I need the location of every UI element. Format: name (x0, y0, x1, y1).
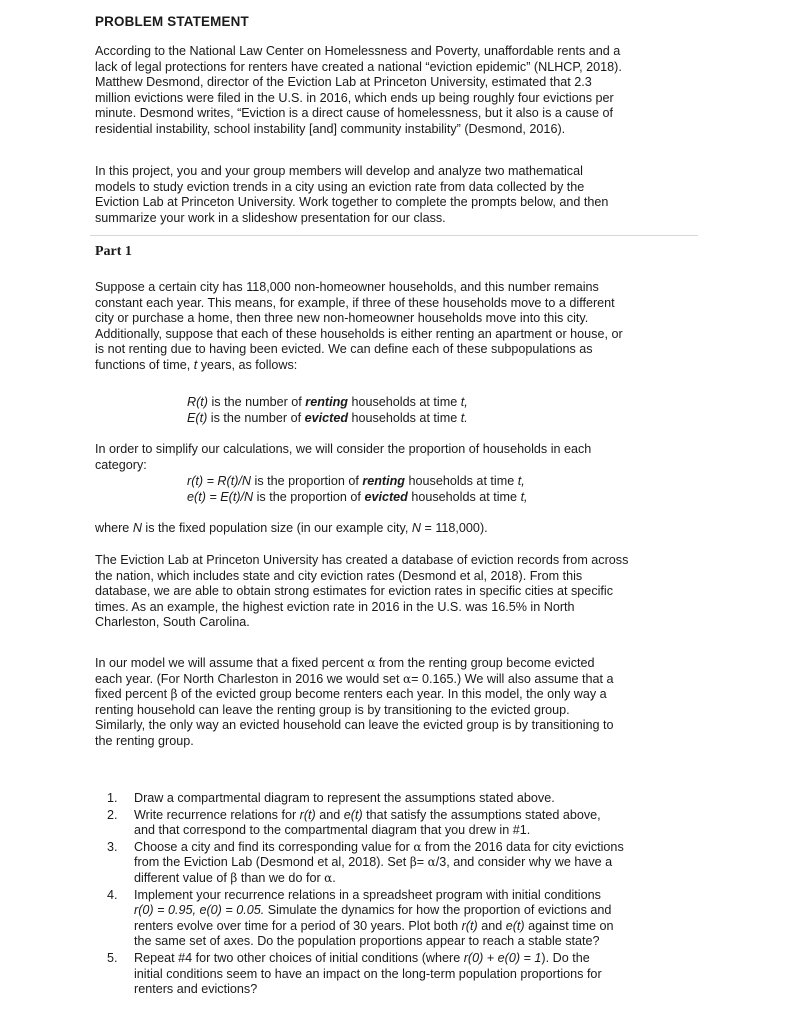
prompt-text: renters evolve over time for a period of 30 years. Plot both (134, 918, 462, 933)
prompt-number: 4. (107, 887, 118, 902)
prompt-line (134, 919, 707, 935)
intro-p2-line: Eviction Lab at Princeton University. Work together to complete the prompts below, and then (95, 195, 609, 210)
time-variable: t. (460, 410, 468, 425)
prompt-line: Implement your recurrence relations in a spreadsheet program with initial conditions (134, 887, 601, 902)
prompt-text: and (315, 807, 344, 822)
initial-conditions: r(0) + e(0) = 1 (463, 950, 542, 965)
part1-p3-line: times. As an example, the highest eviction rate in 2016 in the U.S. was 16.5% in North (95, 599, 575, 614)
prompt-number: 2. (107, 807, 118, 822)
alpha-symbol: α (413, 839, 422, 854)
intro-p1-line: million evictions were filed in the U.S. in 2016, which ends up being roughly four evictions per (95, 90, 614, 105)
part1-p4-line: the renting group. (95, 733, 194, 748)
time-variable: t (193, 357, 198, 372)
e-function: e(t) = E(t)/N (187, 489, 254, 504)
part-1-heading: Part 1 (95, 244, 132, 259)
def-text: households at time (348, 410, 461, 425)
renting-definition (187, 395, 707, 411)
part1-p3-line: Charleston, South Carolina. (95, 615, 250, 630)
intro-p1-line: Matthew Desmond, director of the Eviction Lab at Princeton University, estimated that 2.3 (95, 75, 592, 90)
evicted-definition (187, 411, 707, 427)
intro-p1-line: residential instability, school instability [and] community instability” (Desmond, 2016). (95, 121, 566, 136)
prompt-text: than we do for (237, 870, 325, 885)
def-text: is the number of (207, 410, 305, 425)
part1-p1-text: years, as follows: (197, 357, 298, 372)
e-function: e(t) (343, 807, 363, 822)
prompt-item (107, 840, 707, 887)
prompt-line (134, 871, 707, 887)
part1-p1-line: constant each year. This means, for example, if three of these households move to a different (95, 295, 615, 310)
part1-p4-line: renting household can leave the renting group is by transitioning to the evicted group. (95, 702, 570, 717)
def-text: households at time (405, 474, 518, 488)
part1-paragraph-1 (95, 280, 695, 374)
part1-p3-line: The Eviction Lab at Princeton University has created a database of eviction records from across (95, 553, 629, 567)
p4-text: In our model we will assume that a fixed percent (95, 656, 368, 670)
prompt-text: . (332, 870, 336, 885)
alpha-symbol: α (367, 656, 376, 670)
alpha-symbol: α (427, 855, 436, 870)
page-title: PROBLEM STATEMENT (95, 14, 249, 29)
prompt-number: 1. (107, 791, 118, 805)
prompt-text: Choose a city and find its corresponding value for (134, 839, 414, 854)
p4-text: each year. (For North Charleston in 2016 we would set (95, 671, 404, 686)
prompt-text: different value of (134, 870, 231, 885)
prompt-text: that satisfy the assumptions stated above, (362, 807, 601, 822)
def-text: households at time (407, 489, 521, 504)
part1-p4-line (95, 687, 695, 703)
def-text: is the proportion of (251, 474, 363, 488)
proportion-definitions (187, 474, 707, 505)
p4-text: of the evicted group become renters each year. In this model, the only way a (177, 687, 607, 702)
intro-paragraph-1 (95, 44, 695, 138)
r-function: r(t) (461, 918, 478, 933)
def-text: is the proportion of (253, 489, 365, 504)
E-function: E(t) (187, 410, 208, 425)
intro-p2-line: In this project, you and your group members will develop and analyze two mathematical (95, 164, 583, 178)
part1-p2-line: category: (95, 457, 147, 472)
beta-symbol: β (230, 870, 238, 885)
part1-paragraph-3 (95, 553, 695, 631)
prompt-number: 3. (107, 839, 118, 854)
prompt-text: Repeat #4 for two other choices of initial conditions (where (134, 950, 464, 965)
r-function: r(t) (299, 807, 316, 822)
prompt-item (107, 791, 707, 807)
population-size-note (95, 521, 715, 537)
where-text: is the fixed population size (in our example city, (141, 521, 412, 535)
def-text: households at time (347, 395, 461, 409)
part1-p1-line (95, 358, 695, 374)
R-function: R(t) (187, 395, 208, 409)
prompt-line: the same set of axes. Do the population proportions appear to reach a stable state? (134, 934, 600, 949)
prompt-line (134, 855, 707, 871)
prompt-line (134, 840, 707, 856)
evicted-emphasis: evicted (304, 410, 349, 425)
prompt-text: ). Do the (541, 950, 590, 965)
def-text: is the number of (207, 395, 306, 409)
prompt-list (107, 791, 707, 999)
renting-proportion (187, 474, 707, 490)
prompt-text: and (477, 918, 506, 933)
prompt-number: 5. (107, 950, 118, 965)
part1-p1-line: Suppose a certain city has 118,000 non-homeowner households, and this number remains (95, 280, 599, 294)
prompt-text: from the 2016 data for city evictions (421, 839, 624, 854)
prompt-item (107, 888, 707, 950)
prompt-line: and that correspond to the compartmental diagram that you drew in #1. (134, 823, 531, 838)
subpopulation-definitions (187, 395, 707, 426)
prompt-text: from the Eviction Lab (Desmond et al, 2018). Set (134, 855, 410, 870)
prompt-item (107, 951, 707, 998)
p4-text: from the renting group become evicted (375, 656, 595, 670)
alpha-symbol: α (324, 870, 333, 885)
beta-symbol: β (409, 855, 417, 870)
part1-p1-line: Additionally, suppose that each of these households is either renting an apartment or house, or (95, 326, 623, 341)
evicted-emphasis: evicted (364, 489, 408, 504)
intro-p1-line: lack of legal protections for renters have created a national “eviction epidemic” (NLHCP, 2018). (95, 59, 622, 74)
prompt-text: = (416, 855, 428, 870)
prompt-line: renters and evictions? (134, 982, 258, 997)
N-variable: N (411, 521, 421, 535)
N-variable: N (132, 521, 142, 535)
renting-emphasis: renting (362, 474, 406, 488)
intro-p2-line: models to study eviction trends in a city using an eviction rate from data collected by the (95, 179, 585, 194)
r-function: r(t) = R(t)/N (187, 474, 252, 488)
prompt-text: Draw a compartmental diagram to represent the assumptions stated above. (134, 791, 555, 805)
prompt-line (134, 808, 707, 824)
intro-p2-line: summarize your work in a slideshow presentation for our class. (95, 210, 446, 225)
prompt-item (107, 808, 707, 839)
p4-text: = 0.165.) We will also assume that a (411, 671, 614, 686)
where-text: where (95, 521, 133, 535)
e-function: e(t) (505, 918, 525, 933)
part1-p1-line: city or purchase a home, then three new non-homeowner households move into this city. (95, 311, 589, 326)
alpha-symbol: α (403, 671, 412, 686)
evicted-proportion (187, 490, 707, 506)
p4-text: fixed percent (95, 687, 171, 702)
part1-p4-line: Similarly, the only way an evicted household can leave the evicted group is by transitioning to (95, 718, 614, 733)
part1-p1-text: functions of time, (95, 357, 194, 372)
part1-paragraph-2 (95, 442, 695, 473)
where-text: = 118,000). (421, 521, 488, 535)
prompt-text: against time on (524, 918, 614, 933)
section-divider (90, 235, 698, 236)
intro-p1-line: According to the National Law Center on Homelessness and Poverty, unaffordable rents and a (95, 44, 621, 58)
part1-p3-line: database, we are able to obtain strong estimates for eviction rates in specific cities at specific (95, 584, 614, 599)
intro-p1-line: minute. Desmond writes, “Eviction is a direct cause of homelessness, but it also is a cause of (95, 106, 613, 121)
prompt-text: Simulate the dynamics for how the proportion of evictions and (264, 903, 612, 918)
intro-paragraph-2 (95, 164, 695, 226)
beta-symbol: β (170, 687, 178, 702)
part1-p3-line: the nation, which includes state and city eviction rates (Desmond et al, 2018). From this (95, 568, 583, 583)
part1-paragraph-4 (95, 656, 695, 750)
part1-p4-line (95, 672, 695, 688)
prompt-text: /3, and consider why we have a (435, 855, 613, 870)
renting-emphasis: renting (305, 395, 348, 409)
prompt-line: initial conditions seem to have an impact on the long-term population proportions for (134, 966, 602, 981)
part1-p4-line (95, 656, 695, 672)
part1-p2-line: In order to simplify our calculations, we will consider the proportion of households in each (95, 442, 592, 456)
initial-conditions: r(0) = 0.95, e(0) = 0.05. (134, 903, 265, 918)
time-variable: t, (517, 474, 525, 488)
time-variable: t, (460, 395, 468, 409)
prompt-text: Write recurrence relations for (134, 807, 300, 822)
prompt-line (134, 951, 707, 967)
prompt-line (134, 903, 707, 919)
part1-p1-line: is not renting due to having been evicted. We can define each of these subpopulations as (95, 342, 593, 357)
time-variable: t, (520, 489, 528, 504)
